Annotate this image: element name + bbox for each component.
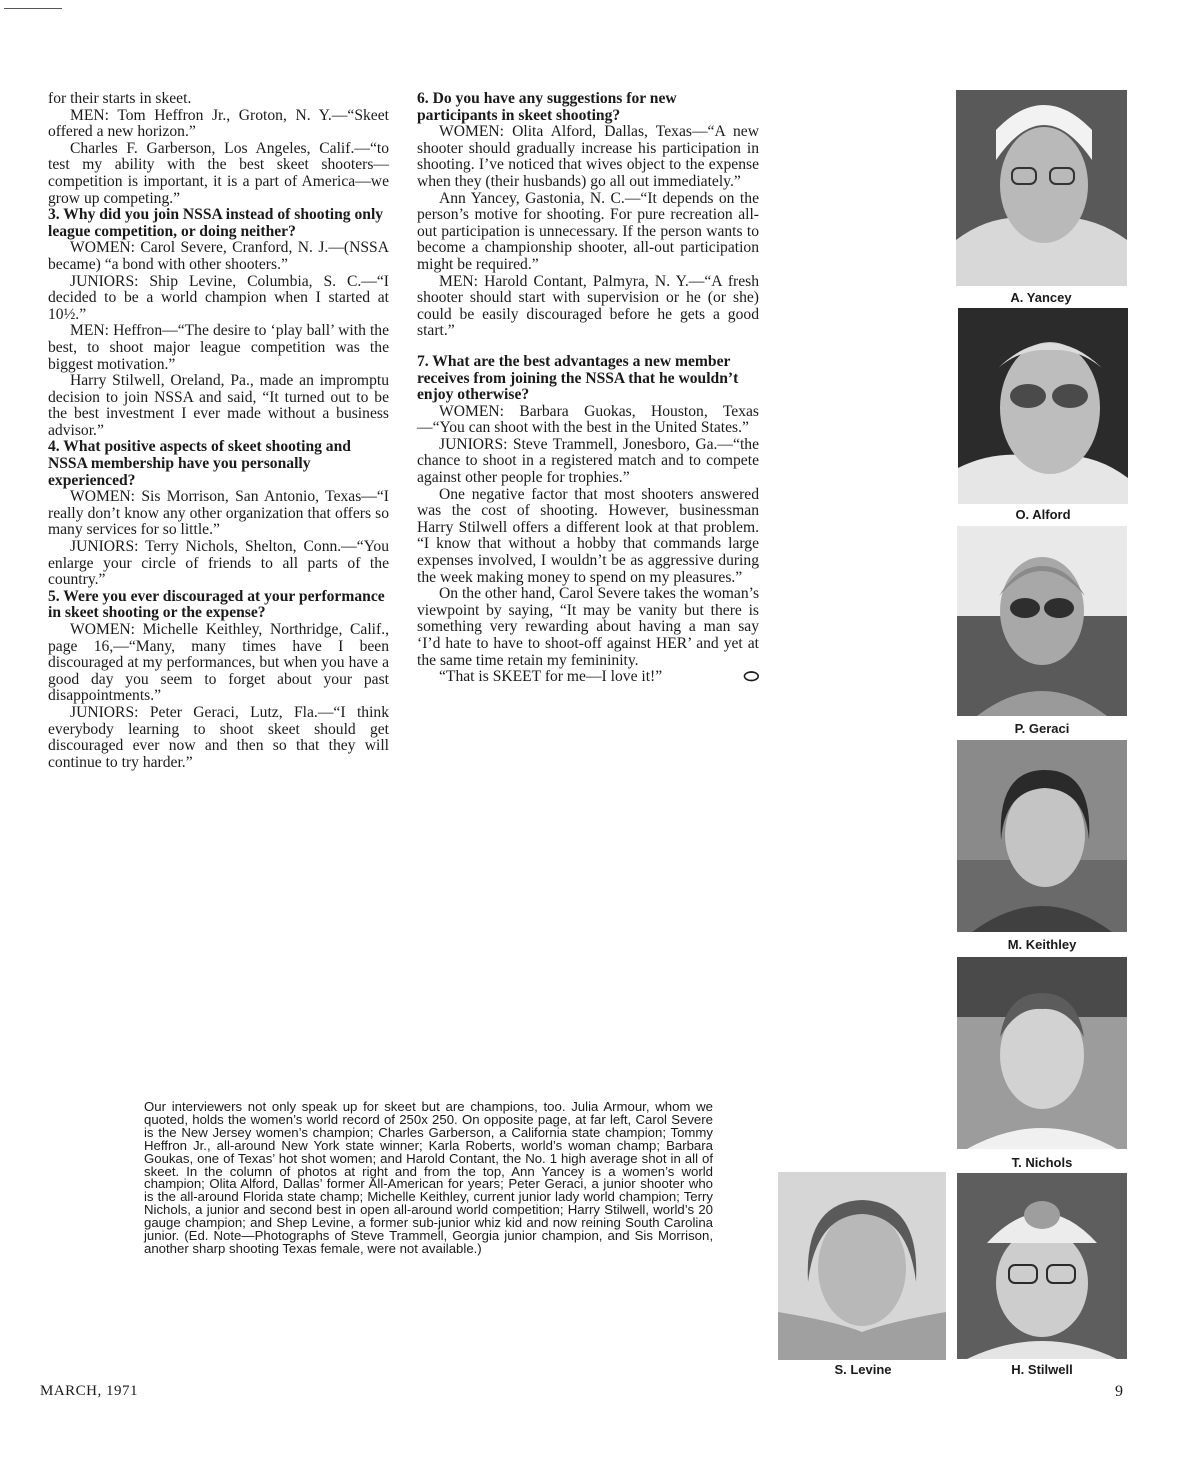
paragraph: On the other hand, Carol Severe takes the woman’s viewpoint by saying, “It may be vanity but there is something very rewarding about having a man say ‘I’d hate to have to shoot-off against HER’ and yet at the same time retain my femininity.	[417, 585, 760, 669]
question-heading-7: 7. What are the best advantages a new member receives from joining the NSSA that he wouldn’t enjoy otherwise?	[417, 352, 739, 404]
photo-stilwell	[957, 1173, 1127, 1359]
question-heading-3: 3. Why did you join NSSA instead of shooting only league competition, or doing neither?	[48, 206, 384, 240]
caption-stilwell: H. Stilwell	[1011, 1362, 1073, 1377]
paragraph: for their starts in skeet.	[48, 90, 192, 107]
photo-alford	[958, 308, 1128, 504]
paragraph: One negative factor that most shooters answered was the cost of shooting. However, businessman Harry Stilwell offers a different look at that problem. “I know that without a hobby that commands large expenses involved, I wouldn’t be as aggressive during the week making money to spend on my pleasures.”	[417, 485, 759, 586]
paragraph: MEN: Heffron—“The desire to ‘play ball’ with the best, to shoot major league competition was the biggest motivation.”	[48, 322, 389, 373]
caption-keithley: M. Keithley	[1007, 937, 1077, 952]
paragraph: WOMEN: Barbara Guokas, Houston, Texas—“You can shoot with the best in the United States.”	[417, 402, 759, 437]
photo-keithley	[957, 740, 1127, 932]
top-rule	[4, 8, 62, 9]
paragraph: Charles F. Garberson, Los Angeles, Calif.—“to test my ability with the best skeet shooters—competition is important, it is a part of America—we grow up competing.”	[48, 139, 389, 207]
paragraph: WOMEN: Michelle Keithley, Northridge, Calif., page 16,—“Many, many times have I been discouraged at my performances, but when you have a good day you seem to forget about your past disappointments.”	[48, 621, 389, 705]
paragraph: JUNIORS: Terry Nichols, Shelton, Conn.—“You enlarge your circle of friends to all parts of the country.”	[48, 538, 389, 589]
paragraph: JUNIORS: Ship Levine, Columbia, S. C.—“I decided to be a world champion when I started at 10½.”	[48, 272, 389, 323]
paragraph: MEN: Harold Contant, Palmyra, N. Y.—“A fresh shooter should start with supervision or he (or she) could be easily discouraged before he gets a good start.”	[417, 272, 759, 340]
photo-nichols	[957, 957, 1127, 1149]
photo-geraci	[957, 526, 1127, 716]
issue-date: MARCH, 1971	[40, 1383, 139, 1399]
question-heading-5: 5. Were you ever discouraged at your performance in skeet shooting or the expense?	[48, 587, 385, 622]
article-column-left	[48, 91, 389, 771]
paragraph: WOMEN: Carol Severe, Cranford, N. J.—(NSSA became) “a bond with other shooters.”	[48, 239, 389, 273]
paragraph: WOMEN: Olita Alford, Dallas, Texas—“A new shooter should gradually increase his participation in shooting. I’ve noticed that wives object to the expense when they (their husbands) go all out immediately.”	[417, 123, 759, 190]
page-number: 9	[1115, 1383, 1123, 1400]
caption-levine: S. Levine	[834, 1362, 892, 1377]
paragraph: JUNIORS: Steve Trammell, Jonesboro, Ga.—“the chance to shoot in a registered match and to compete against other people for trophies.”	[417, 435, 759, 487]
paragraph: JUNIORS: Peter Geraci, Lutz, Fla.—“I think everybody learning to shoot skeet should get discouraged ever now and then so that they will continue to try harder.”	[48, 703, 389, 771]
caption-geraci: P. Geraci	[1014, 721, 1070, 736]
paragraph: Ann Yancey, Gastonia, N. C.—“It depends on the person’s motive for shooting. For pure recreation all-out participation is unnecessary. If the person wants to become a championship shooter, all-out participation might be required.”	[417, 189, 759, 273]
question-heading-4: 4. What positive aspects of skeet shooting and NSSA membership have you personally experienced?	[48, 438, 351, 489]
caption-alford: O. Alford	[1015, 507, 1071, 522]
caption-yancey: A. Yancey	[1010, 290, 1072, 305]
paragraph: MEN: Tom Heffron Jr., Groton, N. Y.—“Skeet offered a new horizon.”	[48, 106, 389, 141]
photo-caption-note: Our interviewers not only speak up for skeet but are champions, too. Julia Armour, whom we quoted, holds the women’s world record of 250x 250. On opposite page, at far left, Carol Severe is the New Jersey women’s champion; Charles Garberson, a California state champion; Tommy Heffron Jr., all-around New York state winner; Karla Roberts, world’s woman champ; Barbara Goukas, one of Texas’ hot shot women; and Harold Contant, the No. 1 high average shot in all of skeet. In the column of photos at right and from the top, Ann Yancey is a women’s world champion; Olita Alford, Dallas’ former All-American for years; Peter Geraci, a junior shooter who is the all-around Florida state champ; Michelle Keithley, current junior lady world champion; Terry Nichols, a junior and second best in open all-around world competition; Harry Stilwell, world’s 20 gauge champion; and Shep Levine, a former sub-junior whiz kid and now reining South Carolina junior. (Ed. Note—Photographs of Steve Trammell, Georgia junior champion, and Sis Morrison, another sharp shooting Texas female, were not available.)	[144, 1099, 713, 1256]
caption-nichols: T. Nichols	[1011, 1155, 1073, 1170]
article-column-middle	[417, 91, 759, 686]
question-heading-6: 6. Do you have any suggestions for new participants in skeet shooting?	[417, 90, 677, 124]
closing-quote: “That is SKEET for me—I love it!”	[439, 668, 663, 686]
photo-levine	[778, 1172, 946, 1360]
paragraph: WOMEN: Sis Morrison, San Antonio, Texas—“I really don’t know any other organization that offers so many services for so little.”	[48, 488, 389, 539]
paragraph: Harry Stilwell, Oreland, Pa., made an impromptu decision to join NSSA and said, “It turned out to be the best investment I ever made without a business advisor.”	[48, 372, 389, 439]
closing-paragraph	[417, 666, 759, 688]
photo-yancey	[956, 90, 1127, 286]
end-of-article-icon: ⬭	[743, 666, 759, 688]
